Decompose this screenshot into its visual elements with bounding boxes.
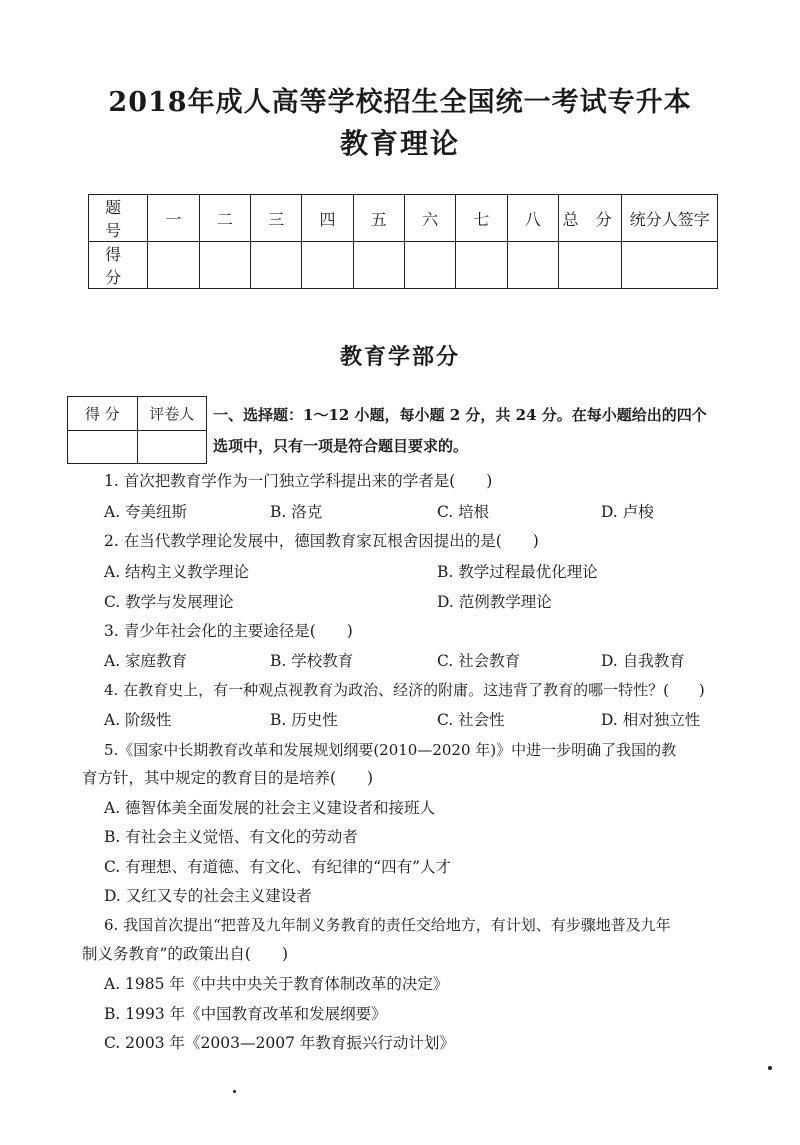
column-7: 七 xyxy=(456,195,507,242)
scan-speck xyxy=(768,1066,772,1070)
question-5-stem: 5.《国家中长期教育改革和发展规划纲要(2010—2020 年)》中进一步明确了我国的教 xyxy=(104,741,677,759)
question-2-option-b: B. 教学过程最优化理论 xyxy=(437,563,598,581)
question-4-option-d: D. 相对独立性 xyxy=(601,711,701,729)
question-3-option-b: B. 学校教育 xyxy=(270,652,354,670)
grader-box xyxy=(67,396,207,464)
signer-cell xyxy=(622,242,718,289)
question-2-option-d: D. 范例教学理论 xyxy=(437,593,552,611)
question-4-option-b: B. 历史性 xyxy=(270,711,338,729)
question-5-option-d: D. 又红又专的社会主义建设者 xyxy=(104,887,312,905)
question-5-stem-cont: 育方针，其中规定的教育目的是培养( ) xyxy=(82,769,374,787)
question-5-option-b: B. 有社会主义觉悟、有文化的劳动者 xyxy=(104,828,358,846)
instruction-line-2: 选项中，只有一项是符合题目要求的。 xyxy=(213,437,469,455)
question-3-option-d: D. 自我教育 xyxy=(601,652,685,670)
column-3: 三 xyxy=(251,195,302,242)
section-title: 教育学部分 xyxy=(339,344,460,370)
exam-title: 2018年成人高等学校招生全国统一考试专升本 xyxy=(108,87,692,118)
question-3-option-a: A. 家庭教育 xyxy=(104,652,188,670)
question-3-stem: 3. 青少年社会化的主要途径是( ) xyxy=(104,622,353,640)
score-cell xyxy=(251,242,302,289)
question-1-stem: 1. 首次把教育学作为一门独立学科提出来的学者是( ) xyxy=(104,472,493,490)
question-number-label: 题 号 xyxy=(89,195,148,242)
total-score-cell xyxy=(558,242,621,289)
signer-label: 统分人签字 xyxy=(622,195,718,242)
question-1-option-a: A. 夸美纽斯 xyxy=(104,503,188,521)
score-table-score-row xyxy=(89,242,718,289)
column-6: 六 xyxy=(404,195,455,242)
question-5-option-c: C. 有理想、有道德、有文化、有纪律的“四有”人才 xyxy=(104,858,452,876)
column-2: 二 xyxy=(199,195,250,242)
question-1-option-c: C. 培根 xyxy=(437,503,490,521)
question-5-option-a: A. 德智体美全面发展的社会主义建设者和接班人 xyxy=(104,799,436,817)
question-6-stem: 6. 我国首次提出“把普及九年制义务教育的责任交给地方，有计划、有步骤地普及九年 xyxy=(104,916,671,934)
instruction-line-1: 一、选择题：1～12 小题，每小题 2 分，共 24 分。在每小题给出的四个 xyxy=(213,406,707,424)
score-cell xyxy=(507,242,558,289)
total-score-label: 总 分 xyxy=(558,195,621,242)
question-6-stem-cont: 制义务教育”的政策出自( ) xyxy=(82,945,289,963)
question-2-option-a: A. 结构主义教学理论 xyxy=(104,563,250,581)
column-1: 一 xyxy=(148,195,199,242)
question-2-option-c: C. 教学与发展理论 xyxy=(104,593,234,611)
score-cell xyxy=(302,242,353,289)
part-instructions xyxy=(213,400,753,462)
score-cell xyxy=(404,242,455,289)
question-4-option-a: A. 阶级性 xyxy=(104,711,172,729)
question-2-stem: 2. 在当代教学理论发展中，德国教育家瓦根舍因提出的是( ) xyxy=(104,532,539,550)
grader-name-cell xyxy=(137,430,207,464)
grader-score-cell xyxy=(68,430,138,464)
question-3-option-c: C. 社会教育 xyxy=(437,652,521,670)
score-label: 得 分 xyxy=(89,242,148,289)
column-5: 五 xyxy=(353,195,404,242)
score-cell xyxy=(199,242,250,289)
question-6-option-a: A. 1985 年《中共中央关于教育体制改革的决定》 xyxy=(104,975,449,993)
grader-name-label: 评卷人 xyxy=(137,397,207,431)
score-cell xyxy=(353,242,404,289)
scan-speck xyxy=(233,1090,236,1093)
question-6-option-b: B. 1993 年《中国教育改革和发展纲要》 xyxy=(104,1005,387,1023)
grader-score-label: 得 分 xyxy=(68,397,138,431)
question-1-option-b: B. 洛克 xyxy=(270,503,323,521)
column-4: 四 xyxy=(302,195,353,242)
question-1-option-d: D. 卢梭 xyxy=(601,503,654,521)
question-6-option-c: C. 2003 年《2003—2007 年教育振兴行动计划》 xyxy=(104,1034,455,1052)
score-table xyxy=(88,194,718,289)
question-4-stem: 4. 在教育史上，有一种观点视教育为政治、经济的附庸。这违背了教育的哪一特性？( ) xyxy=(104,681,705,699)
question-4-option-c: C. 社会性 xyxy=(437,711,505,729)
score-cell xyxy=(456,242,507,289)
column-8: 八 xyxy=(507,195,558,242)
score-table-header-row xyxy=(89,195,718,242)
exam-subject: 教育理论 xyxy=(339,127,460,160)
